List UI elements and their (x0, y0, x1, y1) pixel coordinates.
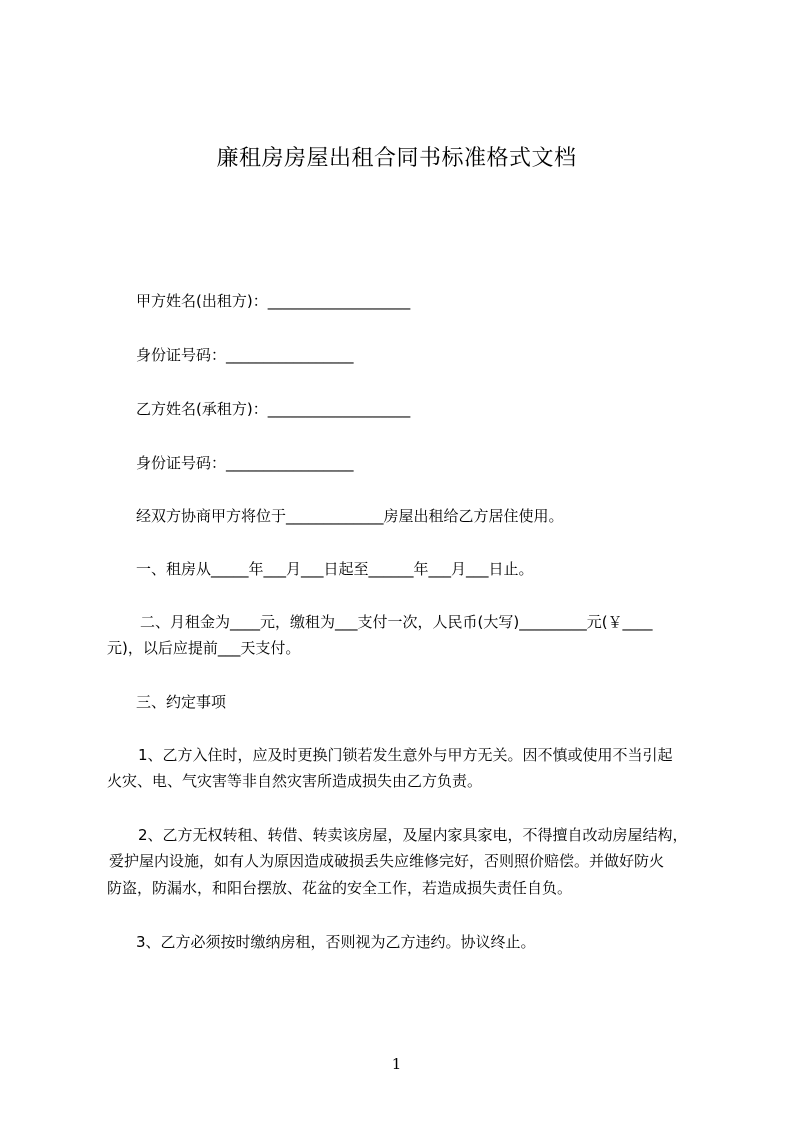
section-3-heading: 三、约定事项 (136, 693, 227, 711)
clause-3-line-1: 3、乙方必须按时缴纳房租，否则视为乙方违约。协议终止。 (136, 933, 536, 951)
rent-line-1: 二、月租金为____元，缴租为___支付一次，人民币(大写)_________元(￥____ (140, 613, 653, 631)
clause-2-line-2: 爱护屋内设施，如有人为原因造成破损丢失应维修完好，否则照价赔偿。并做好防火 (109, 852, 665, 870)
clause-2-line-3: 防盗，防漏水，和阳台摆放、花盆的安全工作，若造成损失责任自负。 (107, 879, 573, 897)
lessor-id-line: 身份证号码：_________________ (136, 346, 354, 364)
lessee-name-line: 乙方姓名(承租方)：___________________ (136, 400, 411, 418)
lessor-name-line: 甲方姓名(出租方)：___________________ (136, 292, 411, 310)
lessee-id-line: 身份证号码：_________________ (136, 454, 354, 472)
clause-1-line-1: 1、乙方入住时，应及时更换门锁若发生意外与甲方无关。因不慎或使用不当引起 (138, 746, 673, 764)
lease-term-line: 一、租房从_____年___月___日起至______年___月___日止。 (136, 560, 534, 578)
clause-1-line-2: 火灾、电、气灾害等非自然灾害所造成损失由乙方负责。 (107, 772, 483, 790)
clause-2-line-1: 2、乙方无权转租、转借、转卖该房屋，及屋内家具家电，不得擅自改动房屋结构， (138, 826, 688, 844)
document-title: 廉租房房屋出租合同书标准格式文档 (216, 146, 577, 171)
rent-line-2: 元)，以后应提前___天支付。 (107, 639, 301, 657)
page-number: 1 (391, 1055, 402, 1073)
property-location-line: 经双方协商甲方将位于_____________房屋出租给乙方居住使用。 (136, 507, 564, 525)
